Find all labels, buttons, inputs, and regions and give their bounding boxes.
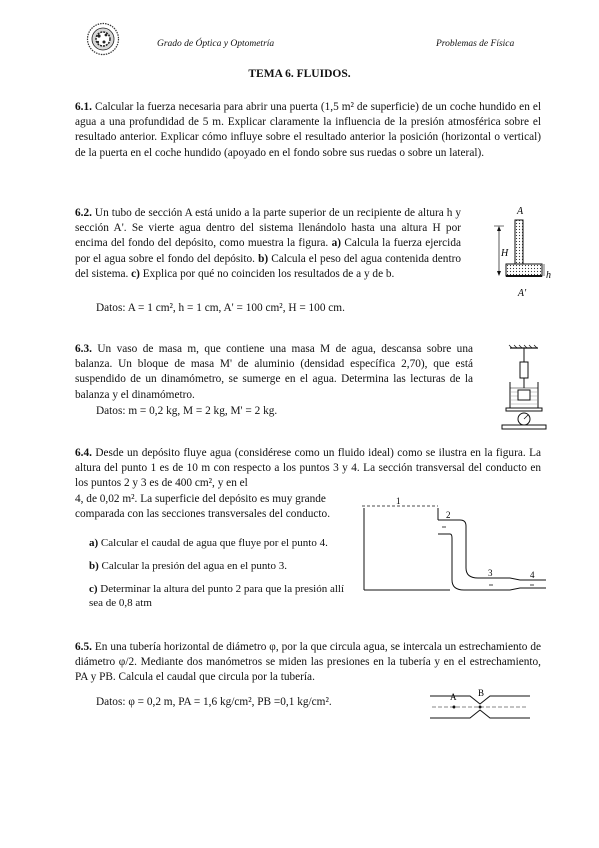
label-point-B: B [478, 688, 485, 698]
problem-text: Desde un depósito fluye agua (considérese como un fluido ideal) como se ilustra en la figura. La altura del punto 1 es de 10 m con respecto a los puntos 3 y 4. La sección transversal del conducto en los puntos 2 y 3 es de 400 cm², y en el [75, 447, 541, 490]
part-label: b) [258, 252, 269, 265]
label-A-prime: A' [517, 288, 527, 299]
list-item [89, 536, 351, 550]
list-item [89, 582, 351, 610]
label-point-1: 1 [396, 496, 401, 506]
problem-6-2-data: Datos: A = 1 cm², h = 1 cm, A' = 100 cm², H = 100 cm. [96, 302, 345, 314]
figure-venturi-pipe [430, 688, 530, 724]
problem-text: En una tubería horizontal de diámetro φ, por la que circula agua, se intercala un estrechamiento de diámetro φ/2. Mediante dos manómetros se miden las presiones en la tubería y en el estrechamiento, PA y PB. Calcula el caudal que circula por la tubería. [75, 641, 541, 684]
part-label: b) [89, 560, 99, 572]
problem-number: 6.1. [75, 101, 92, 113]
problem-6-2 [75, 206, 461, 282]
option-text: Calcular el caudal de agua que fluye por el punto 4. [98, 537, 328, 549]
option-text: Calcular la presión del agua en el punto 3. [98, 560, 287, 572]
problem-text: Calcular la fuerza necesaria para abrir una puerta (1,5 m² de superficie) de un coche hundido en el agua a una profundidad de 5 m. Explicar claramente la influencia de la presión atmosférica sobre el resultado anterior. Explicar cómo influye sobre el resultado anterior la posición (horizontal o vertical) de la puerta en el coche hundido (apoyado en el fondo sobre sus ruedas o sobre un lateral). [75, 101, 541, 159]
part-label: a) [331, 237, 341, 250]
problem-6-4-options [89, 536, 351, 619]
label-point-2: 2 [446, 510, 451, 520]
problem-number: 6.5. [75, 641, 92, 653]
problem-6-3 [75, 342, 473, 403]
part-label: a) [89, 537, 99, 549]
figure-balance-dynamometer [498, 344, 552, 432]
problem-text: Calcula el peso del agua contenida dentro del sistema. [75, 252, 461, 280]
option-text: Determinar la altura del punto 2 para que la presión allí sea de 0,8 atm [89, 583, 345, 609]
problem-text: Un tubo de sección A está unido a la parte superior de un recipiente de altura h y sección A'. Se vierte agua dentro del sistema llenándolo hasta una altura H por encima del fondo del depósito, como muestra la figura. [75, 207, 461, 250]
label-point-A: A [450, 692, 457, 702]
problem-6-5 [75, 640, 541, 686]
list-item [89, 559, 351, 573]
figure-tank-pipe [360, 494, 548, 594]
university-seal-logo [86, 22, 120, 56]
label-A: A [516, 206, 524, 217]
header-subject: Problemas de Física [436, 39, 515, 49]
problem-number: 6.4. [75, 447, 92, 459]
problem-6-5-data: Datos: φ = 0,2 m, PA = 1,6 kg/cm², PB =0,1 kg/cm². [96, 696, 332, 708]
problem-text: Explica por qué no coinciden los resultados de a y de b. [139, 267, 395, 280]
part-label: c) [89, 583, 98, 595]
problem-6-4 [75, 446, 541, 492]
header-course: Grado de Óptica y Optometría [157, 39, 275, 49]
part-label: c) [131, 267, 140, 280]
problem-text: Calcula la fuerza ejercida por el agua sobre el fondo del depósito. [75, 237, 461, 265]
problem-number: 6.2. [75, 207, 92, 219]
label-h: h [546, 270, 551, 281]
problem-6-4-continued: 4, de 0,02 m². La superficie del depósito es muy grande comparada con las secciones transversales del conducto. [75, 493, 331, 521]
problem-6-1 [75, 100, 541, 161]
label-H: H [501, 248, 509, 259]
problem-text: Un vaso de masa m, que contiene una masa M de agua, descansa sobre una balanza. Un bloque de masa M' de aluminio (densidad específica 2,70), que está suspendido de un dinamómetro, se sumerge en el agua. Determina las lecturas de la balanza y el dinamómetro. [75, 343, 473, 401]
page-title: TEMA 6. FLUIDOS. [248, 68, 351, 80]
problem-number: 6.3. [75, 343, 92, 355]
label-point-4: 4 [530, 570, 535, 580]
problem-6-3-data: Datos: m = 0,2 kg, M = 2 kg, M' = 2 kg. [96, 405, 278, 417]
label-point-3: 3 [488, 568, 493, 578]
figure-tube-container [482, 204, 558, 300]
